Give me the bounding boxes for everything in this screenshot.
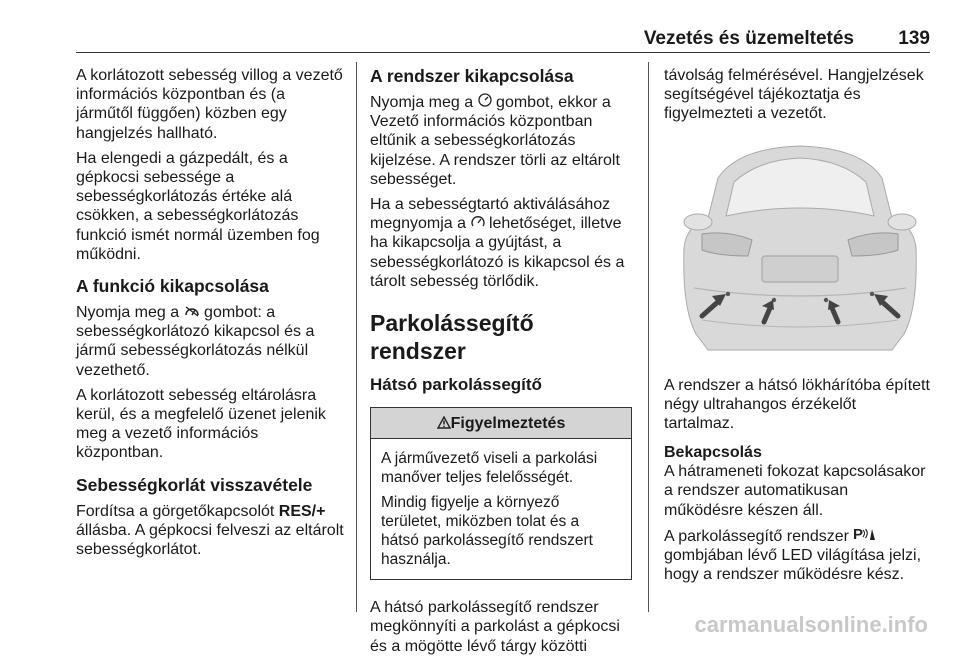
warning-header: Figyelmeztetés — [371, 408, 631, 439]
warning-triangle-icon — [437, 415, 451, 432]
section-heading: Sebességkorlát visszavétele — [76, 474, 313, 495]
paragraph: A korlátozott sebesség villog a vezető információs központban és (a járműtől függően) közben egy hangjelzés hallható. — [76, 67, 343, 142]
paragraph: Fordítsa a görgetőkapcsolót RES/+ állásba. A gépkocsi felveszi az eltárolt sebességkorlátot. — [76, 502, 344, 559]
cruise-control-icon — [471, 214, 485, 233]
warning-box — [370, 407, 632, 580]
svg-text:P: P — [853, 525, 864, 541]
page-header — [76, 28, 930, 53]
paragraph: A hátsó parkolássegítő rendszer megkönnyíti a parkolást a gépkocsi és a mögötte lévő tárgy közötti — [370, 599, 620, 655]
column-3 — [664, 66, 930, 590]
paragraph: A parkolássegítő rendszer P gombjában lévő LED világítása jelzi, hogy a rendszer működésre kész. — [664, 525, 922, 584]
paragraph: Nyomja meg a gombot: a sebességkorlátozó kikapcsol és a jármű sebességkorlátozás nélkül vezethető. — [76, 304, 315, 379]
car-rear-sensor-illustration — [678, 138, 922, 360]
column-divider — [356, 62, 357, 612]
subsection-heading: Hátsó parkolássegítő — [370, 375, 542, 395]
paragraph: Ha a sebességtartó aktiválásához megnyomja a lehetőséget, illetve ha kikapcsolja a gyújtást, a sebességkorlátozó is kikapcsol és a tárolt sebesség törlődik. — [370, 196, 625, 290]
warning-text: A járművezető viseli a parkolási manőver teljes felelősségét. — [381, 450, 598, 487]
paragraph: Ha elengedi a gázpedált, és a gépkocsi sebessége a sebességkorlátozás értéke alá csökken, a sebességkorlátozás funkció ismét normál üzemben fog működni. — [76, 149, 320, 263]
page-title: Vezetés és üzemeltetés — [643, 28, 854, 49]
column-1 — [76, 66, 346, 565]
chapter-heading: Parkolássegítő rendszer — [370, 310, 534, 365]
switch-label: RES/+ — [278, 502, 326, 520]
paragraph: A korlátozott sebesség eltárolásra kerül, és a megfelelő üzenet jelenik meg a vezető információs központban. — [76, 386, 326, 462]
section-heading: A funkció kikapcsolása — [76, 276, 269, 297]
paragraph: A hátrameneti fokozat kapcsolásakor a rendszer automatikusan működésre készen áll. — [664, 463, 926, 519]
watermark: carmanualsonline.info — [694, 612, 928, 637]
column-2 — [370, 66, 632, 662]
page-number: 139 — [898, 28, 930, 49]
parking-assist-icon — [853, 526, 875, 546]
speed-limiter-off-icon — [184, 303, 200, 322]
column-divider — [648, 62, 649, 612]
paragraph: távolság felmérésével. Hangjelzések segítségével tájékoztatja és figyelmezteti a vezetőt. — [664, 67, 924, 123]
paragraph: Nyomja meg a gombot, ekkor a Vezető információs központban eltűnik a sebességkorlátozás kijelzése. A rendszer törli az eltárolt sebességet. — [370, 94, 620, 188]
section-heading: A rendszer kikapcsolása — [370, 66, 574, 86]
paragraph: A rendszer a hátsó lökhárítóba épített négy ultrahangos érzékelőt tartalmaz. — [664, 376, 930, 433]
subsection-heading: Bekapcsolás — [664, 444, 762, 462]
speed-limiter-icon — [478, 93, 492, 112]
warning-text: Mindig figyelje a környező területet, miközben tolat és a hátsó parkolássegítő rendszert használja. — [381, 494, 593, 569]
